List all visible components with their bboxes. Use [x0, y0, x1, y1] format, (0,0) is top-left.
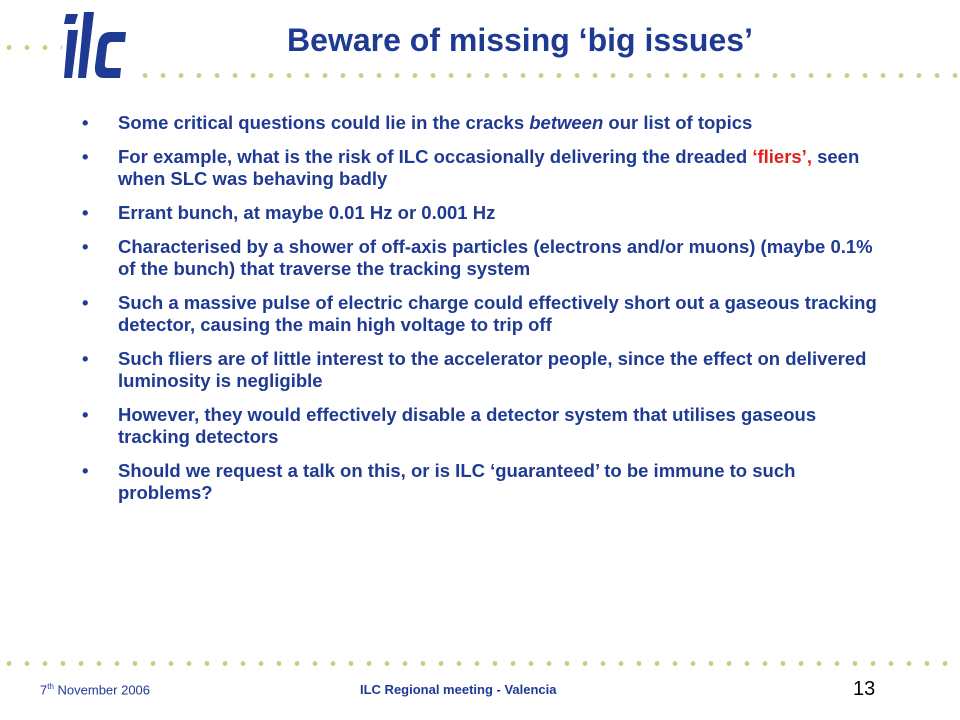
list-item: • Characterised by a shower of off-axis particles (electrons and/or muons) (maybe 0.1% of the bunch) that traverse the tracking system	[82, 236, 873, 279]
footer-dotted-rule	[0, 661, 960, 666]
bullet-mark: •	[82, 404, 89, 425]
list-item: • For example, what is the risk of ILC occasionally delivering the dreaded ‘fliers’, seen when SLC was behaving badly	[82, 146, 860, 189]
list-item: • Such fliers are of little interest to the accelerator people, since the effect on delivered luminosity is negligible	[82, 348, 867, 391]
list-item: • Such a massive pulse of electric charge could effectively short out a gaseous tracking detector, causing the main high voltage to trip off	[82, 292, 877, 335]
list-item: • Some critical questions could lie in the cracks between our list of topics	[82, 112, 753, 133]
bullet-mark: •	[82, 146, 89, 167]
slide-title: Beware of missing ‘big issues’	[287, 22, 753, 58]
footer-event: ILC Regional meeting - Valencia	[360, 682, 557, 697]
top-left-dotted-line	[0, 45, 62, 50]
bullet-list	[82, 112, 882, 516]
list-item-question: • Should we request a talk on this, or is ILC ‘guaranteed’ to be immune to such problems?	[82, 460, 796, 503]
bullet-mark: •	[82, 236, 89, 257]
footer-date: 7th November 2006	[40, 682, 151, 698]
page-number: 13	[853, 678, 876, 700]
list-item: • Errant bunch, at maybe 0.01 Hz or 0.001 Hz	[82, 202, 496, 223]
emphasis-text: between	[529, 112, 604, 133]
bullet-mark: •	[82, 292, 89, 313]
list-item: • However, they would effectively disable a detector system that utilises gaseous tracking detectors	[82, 404, 817, 447]
fliers-highlight: ‘fliers’,	[752, 146, 812, 167]
bullet-mark: •	[82, 112, 89, 133]
bullet-mark: •	[82, 460, 89, 481]
ilc-logo	[64, 8, 128, 86]
title-dotted-rule	[136, 73, 960, 78]
bullet-mark: •	[82, 202, 89, 223]
bullet-mark: •	[82, 348, 89, 369]
